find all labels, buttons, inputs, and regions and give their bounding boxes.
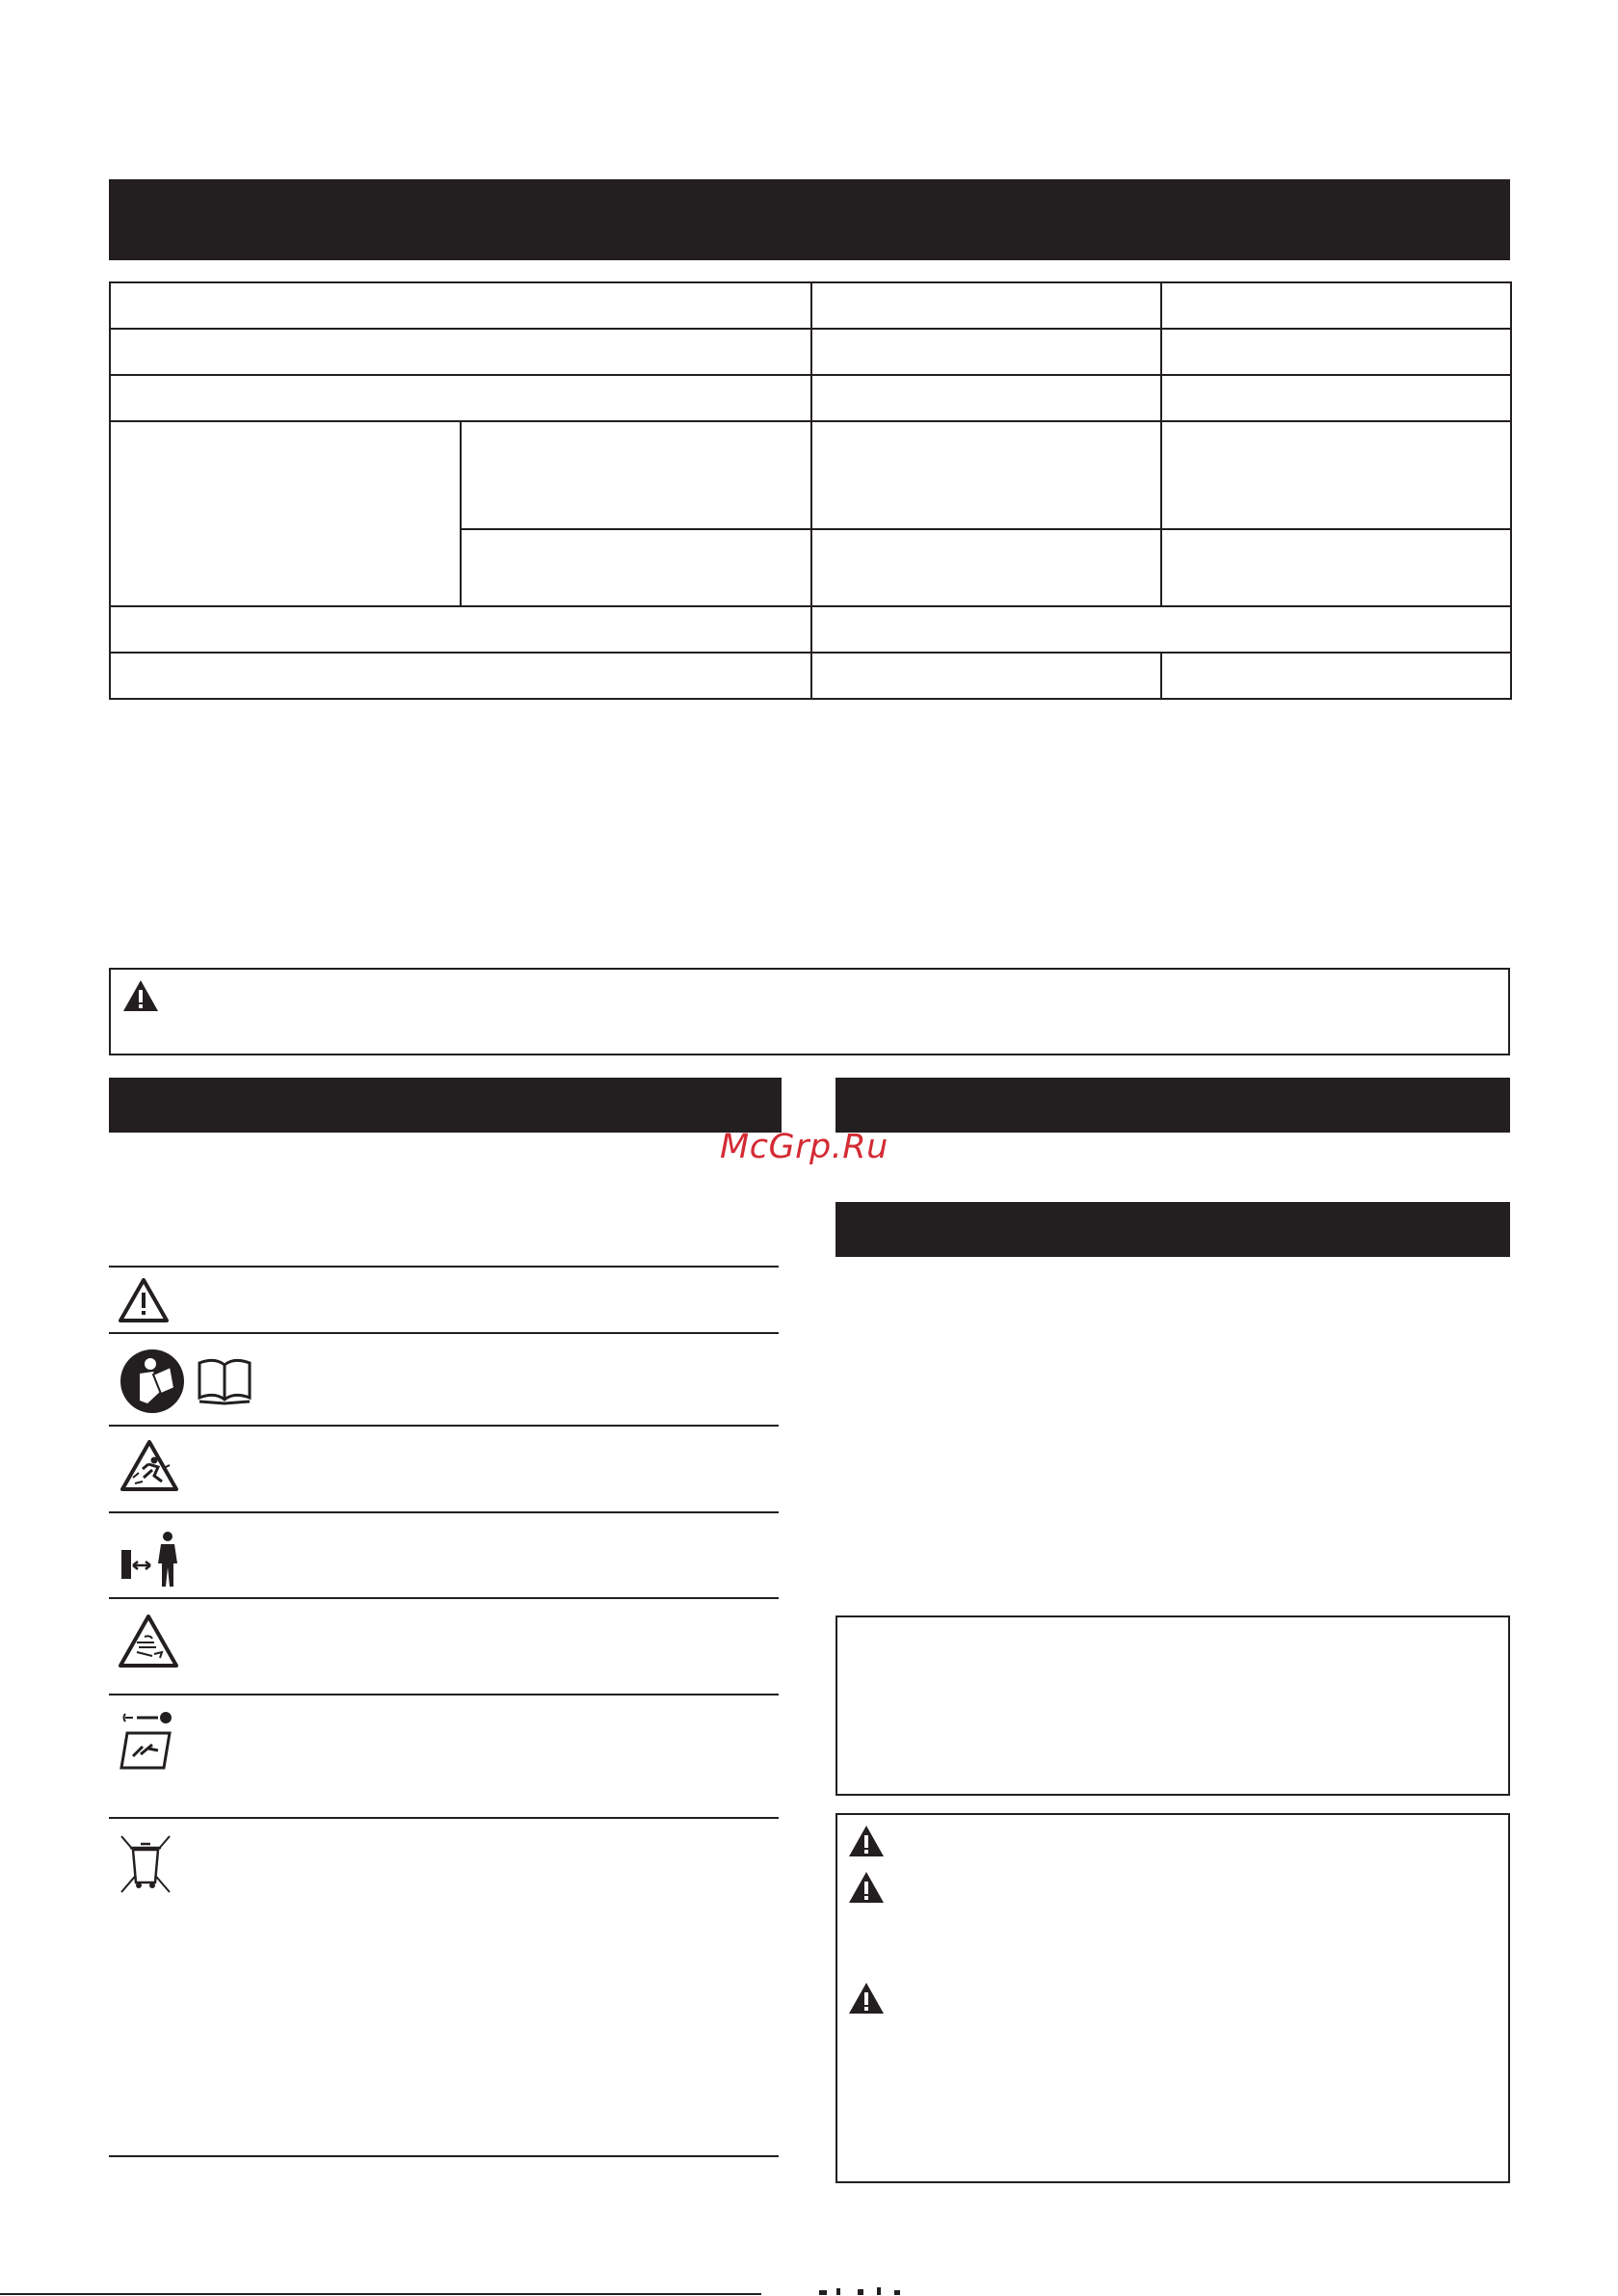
table-cell — [811, 282, 1161, 329]
watermark-text: McGrp.Ru — [720, 1128, 889, 1166]
symbol-divider — [109, 2155, 779, 2157]
warning-box — [109, 968, 1510, 1055]
symbol-divider — [109, 1332, 779, 1334]
table-cell — [110, 606, 811, 653]
footer-rule — [0, 2293, 761, 2295]
table-cell — [811, 529, 1161, 606]
table-cell — [110, 421, 461, 606]
symbol-divider — [109, 1694, 779, 1695]
safety-warnings-box — [836, 1813, 1510, 2183]
table-cell — [110, 375, 811, 421]
table-cell — [811, 653, 1161, 699]
read-manual-icon — [119, 1348, 253, 1415]
table-cell — [1161, 282, 1511, 329]
symbol-divider — [109, 1266, 779, 1268]
table-cell — [811, 329, 1161, 375]
table-row — [110, 329, 1511, 375]
table-row — [110, 375, 1511, 421]
specifications-table — [109, 281, 1512, 700]
warning-icon — [848, 1825, 885, 1857]
table-cell — [110, 282, 811, 329]
symbol-divider — [109, 1511, 779, 1513]
right-section-header-bar — [836, 1078, 1510, 1133]
symbol-divider — [109, 1597, 779, 1599]
table-cell — [1161, 375, 1511, 421]
table-cell — [811, 375, 1161, 421]
maintenance-manual-icon — [119, 1708, 179, 1772]
table-cell — [110, 653, 811, 699]
table-cell — [1161, 329, 1511, 375]
table-cell — [1161, 653, 1511, 699]
keep-distance-icon — [119, 1531, 187, 1589]
warning-icon — [848, 1982, 885, 2015]
right-subsection-header-bar — [836, 1202, 1510, 1257]
footer-marks — [819, 2287, 925, 2295]
table-cell — [1161, 529, 1511, 606]
table-cell — [1161, 421, 1511, 529]
table-cell — [461, 421, 811, 529]
table-row — [110, 282, 1511, 329]
crossed-bin-icon — [119, 1834, 172, 1894]
warning-icon — [122, 979, 159, 1012]
table-row — [110, 606, 1511, 653]
thrown-objects-icon — [119, 1439, 179, 1493]
cutting-hazard-icon — [118, 1614, 179, 1669]
notice-box — [836, 1615, 1510, 1796]
warning-icon — [848, 1871, 885, 1904]
table-cell — [110, 329, 811, 375]
symbols-header-bar — [109, 1078, 782, 1133]
table-cell — [461, 529, 811, 606]
symbol-divider — [109, 1425, 779, 1427]
table-row — [110, 421, 1511, 529]
table-cell — [811, 421, 1161, 529]
warning-triangle-icon — [118, 1277, 170, 1323]
table-row — [110, 653, 1511, 699]
symbol-divider — [109, 1817, 779, 1819]
specifications-header-bar — [109, 179, 1510, 260]
table-cell — [811, 606, 1511, 653]
